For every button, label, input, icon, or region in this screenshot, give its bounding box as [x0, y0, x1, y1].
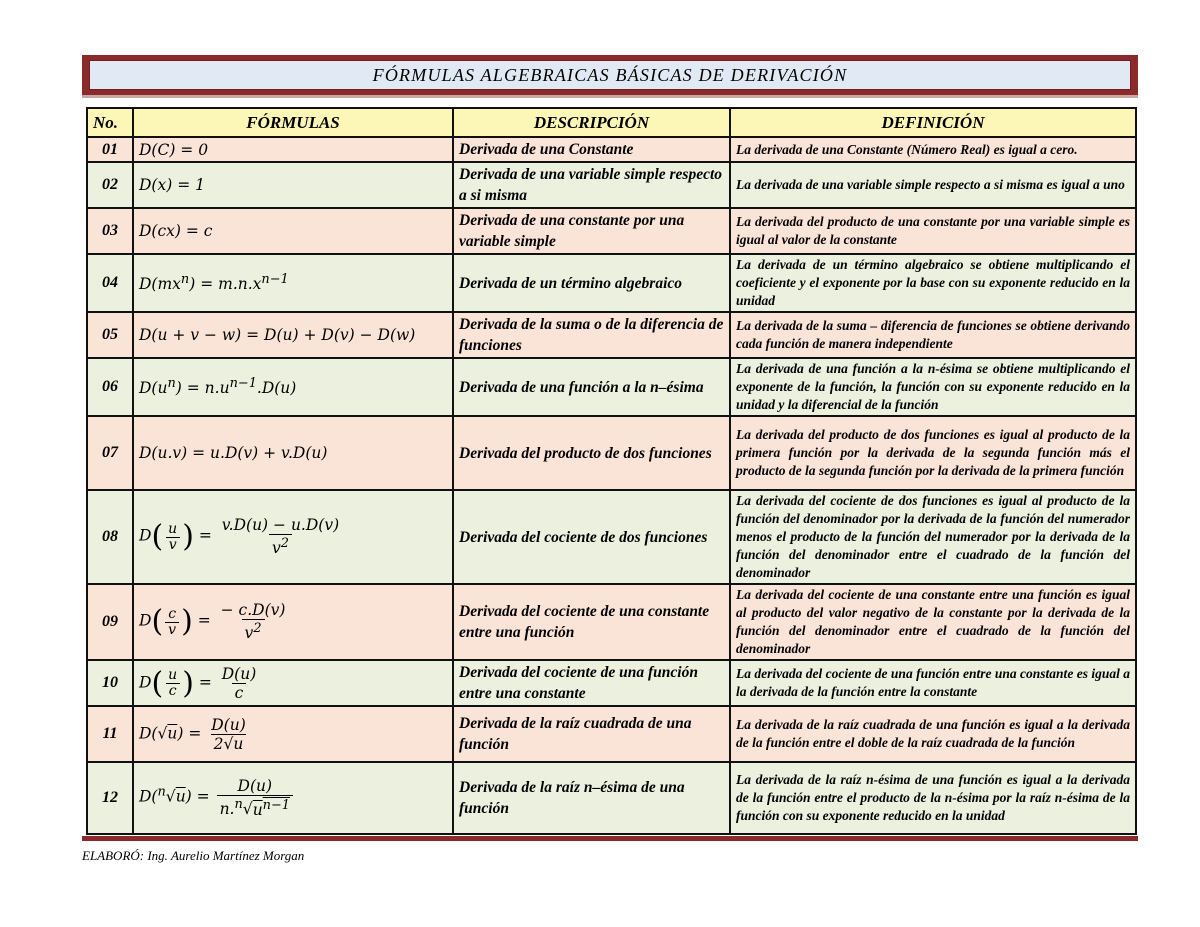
formula-algebraic-term: $D(mx^n) = m.n.x^{n-1}$ [133, 254, 453, 312]
row-description: Derivada de la suma o de la diferencia de funciones [453, 312, 730, 358]
row-definition: La derivada del cociente de una constante entre una función es igual al producto del valor negativo de la constante por la derivada de la función del denominador entre el cuadrado de la función del denominador [730, 584, 1136, 660]
table-row [87, 254, 1136, 312]
table-row [87, 162, 1136, 208]
row-definition: La derivada de una Constante (Número Real) es igual a cero. [730, 137, 1136, 162]
row-description: Derivada del cociente de dos funciones [453, 490, 730, 584]
formula-product: D(u.v) = u.D(v) + v.D(u) [133, 416, 453, 490]
table-row [87, 660, 1136, 706]
table-row [87, 312, 1136, 358]
page-title: FÓRMULAS ALGEBRAICAS BÁSICAS DE DERIVACIÓN [89, 60, 1131, 90]
row-definition: La derivada de la suma – diferencia de funciones se obtiene derivando cada función de manera independiente [730, 312, 1136, 358]
formula-constant: D(C) = 0 [133, 137, 453, 162]
author-credit: ELABORÓ: Ing. Aurelio Martínez Morgan [82, 848, 305, 863]
formula-nth-root: D($^n$√u) = $\frac{D(u)}{n.^n√u^{n-1}}$ [133, 762, 453, 834]
table-row [87, 584, 1136, 660]
row-definition: La derivada del cociente de dos funciones es igual al producto de la función del denominador por la derivada de la función del numerador menos el producto de la función del numerador por la derivada de la función del denominador entre el cuadrado de la función del denominador [730, 490, 1136, 584]
formula-function-over-constant: D( $\frac{u}{c}$ ) = $\frac{D(u)}{c}$ [133, 660, 453, 706]
row-number: 06 [87, 358, 133, 416]
row-description: Derivada de una Constante [453, 137, 730, 162]
table-row [87, 706, 1136, 762]
title-banner-shadow [82, 95, 1138, 98]
row-description: Derivada de un término algebraico [453, 254, 730, 312]
row-description: Derivada del producto de dos funciones [453, 416, 730, 490]
formula-quotient: D( $\frac{u}{v}$ ) = $\frac{v.D(u) - u.D(v)}{v^2}$ [133, 490, 453, 584]
row-definition: La derivada del cociente de una función entre una constante es igual a la derivada de la función entre la constante [730, 660, 1136, 706]
table-row [87, 490, 1136, 584]
row-number: 07 [87, 416, 133, 490]
table-row [87, 358, 1136, 416]
row-number: 10 [87, 660, 133, 706]
table-row [87, 416, 1136, 490]
footer-divider [82, 836, 1138, 841]
row-description: Derivada de una constante por una variable simple [453, 208, 730, 254]
row-definition: La derivada de una función a la n-ésima se obtiene multiplicando el exponente de la función, la función con su exponente reducido en la unidad y la diferencial de la función [730, 358, 1136, 416]
row-description: Derivada de la raíz cuadrada de una función [453, 706, 730, 762]
row-definition: La derivada de la raíz cuadrada de una función es igual a la derivada de la función entre el doble de la raíz cuadrada de la función [730, 706, 1136, 762]
header-description: DESCRIPCIÓN [453, 108, 730, 137]
row-number: 01 [87, 137, 133, 162]
header-no: No. [87, 108, 133, 137]
table-header-row [87, 108, 1136, 137]
row-number: 08 [87, 490, 133, 584]
formula-power: $D(u^n) = n.u^{n-1}.D(u)$ [133, 358, 453, 416]
header-formulas: FÓRMULAS [133, 108, 453, 137]
row-description: Derivada de la raíz n–ésima de una función [453, 762, 730, 834]
row-number: 12 [87, 762, 133, 834]
formula-constant-times-variable: D(cx) = c [133, 208, 453, 254]
row-number: 02 [87, 162, 133, 208]
row-definition: La derivada de un término algebraico se obtiene multiplicando el coeficiente y el exponente por la base con su exponente reducido en la unidad [730, 254, 1136, 312]
row-number: 03 [87, 208, 133, 254]
header-definition: DEFINICIÓN [730, 108, 1136, 137]
formula-variable: D(x) = 1 [133, 162, 453, 208]
row-definition: La derivada del producto de una constante por una variable simple es igual al valor de la constante [730, 208, 1136, 254]
formulas-table [86, 107, 1137, 835]
row-description: Derivada del cociente de una constante entre una función [453, 584, 730, 660]
formula-square-root: D(√u) = $\frac{D(u)}{2√u}$ [133, 706, 453, 762]
formula-constant-over-function: D( $\frac{c}{v}$ ) = $\frac{- c.D(v)}{v^2}$ [133, 584, 453, 660]
row-number: 04 [87, 254, 133, 312]
title-banner [82, 55, 1138, 95]
row-description: Derivada del cociente de una función entre una constante [453, 660, 730, 706]
row-definition: La derivada del producto de dos funciones es igual al producto de la primera función por la derivada de la segunda función más el producto de la segunda función por la derivada de la primera función [730, 416, 1136, 490]
row-description: Derivada de una función a la n–ésima [453, 358, 730, 416]
row-description: Derivada de una variable simple respecto a si misma [453, 162, 730, 208]
row-number: 11 [87, 706, 133, 762]
table-row [87, 762, 1136, 834]
table-row [87, 137, 1136, 162]
row-number: 05 [87, 312, 133, 358]
table-row [87, 208, 1136, 254]
formula-sum-difference: D(u + v − w) = D(u) + D(v) − D(w) [133, 312, 453, 358]
row-number: 09 [87, 584, 133, 660]
row-definition: La derivada de una variable simple respecto a si misma es igual a uno [730, 162, 1136, 208]
row-definition: La derivada de la raíz n-ésima de una función es igual a la derivada de la función entre el producto de la n-ésima por la raíz n-ésima de la función con su exponente reducido en la unidad [730, 762, 1136, 834]
